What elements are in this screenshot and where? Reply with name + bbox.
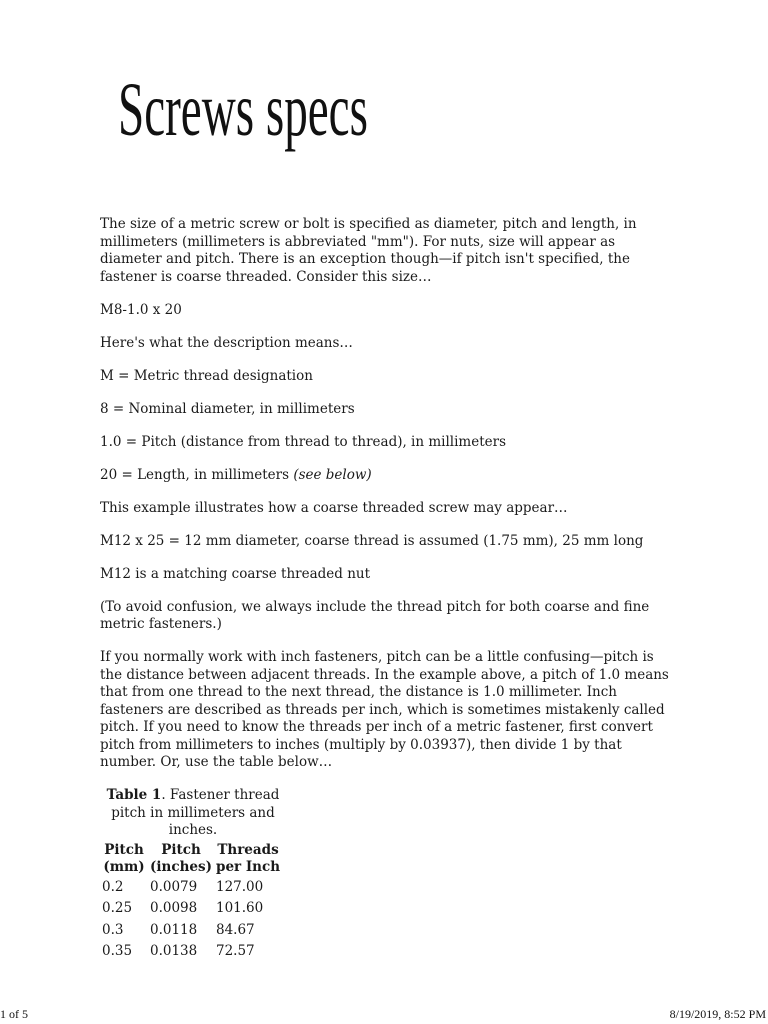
table-cell: 84.67 — [216, 921, 255, 938]
table-caption — [100, 787, 286, 840]
m12-example: M12 x 25 = 12 mm diameter, coarse thread is assumed (1.75 mm), 25 mm long — [100, 532, 644, 549]
diameter-definition: 8 = Nominal diameter, in millimeters — [100, 400, 355, 417]
table-cell: 0.25 — [102, 900, 133, 916]
table-cell: 0.0118 — [150, 921, 198, 938]
table-row — [100, 877, 282, 899]
table-cell: 127.00 — [216, 878, 264, 895]
pitch-table-container — [100, 787, 290, 963]
table-row — [100, 920, 282, 942]
table-row — [100, 941, 282, 963]
inch-fasteners-paragraph: If you normally work with inch fasteners, pitch can be a little confusing—pitch is the distance between adjacent threads. In the example above, a pitch of 1.0 means that from one thread to the next thread, the distance is 1.0 millimeter. Inch fasteners are described as threads per inch, which is sometimes mistakenly called pitch. If you need to know the threads per inch of a metric fastener, first convert pitch from millimeters to inches (multiply by 0.03937), then divide 1 by that number. Or, use the table below… — [100, 649, 669, 770]
means-paragraph: Here's what the description means… — [100, 334, 353, 351]
avoid-confusion-paragraph: (To avoid confusion, we always include the thread pitch for both coarse and fine metric fasteners.) — [100, 598, 650, 632]
print-timestamp: 8/19/2019, 8:52 PM — [669, 1007, 766, 1021]
header-threads-per-inch: Threads per Inch — [216, 841, 281, 875]
table-cell: 101.60 — [216, 900, 264, 916]
table-cell: 0.35 — [102, 943, 133, 959]
header-pitch-mm: Pitch (mm) — [103, 841, 145, 875]
page-number: 1 of 5 — [0, 1007, 28, 1021]
table-cell: 0.0079 — [150, 878, 198, 895]
document-body — [100, 216, 672, 963]
length-text: 20 = Length, in millimeters — [100, 466, 294, 483]
table-row — [100, 898, 282, 920]
header-pitch-inches: Pitch (inches) — [150, 841, 212, 875]
table-cell: 0.3 — [102, 921, 124, 938]
coarse-intro-paragraph: This example illustrates how a coarse threaded screw may appear… — [100, 499, 568, 516]
table-caption-text: . Fastener thread pitch in millimeters and inches. — [111, 787, 280, 838]
table-cell: 0.2 — [102, 878, 124, 895]
table-cell: 0.0138 — [150, 943, 198, 959]
table-cell: 72.57 — [216, 943, 255, 959]
example-size: M8-1.0 x 20 — [100, 301, 182, 318]
page-title: Screws specs — [118, 68, 368, 152]
see-below-note: (see below) — [293, 466, 372, 483]
table-header-row — [100, 842, 282, 877]
intro-paragraph: The size of a metric screw or bolt is specified as diameter, pitch and length, in millimeters (millimeters is abbreviated "mm"). For nuts, size will appear as diameter and pitch. There is an exception though—if pitch isn't specified, the fastener is coarse threaded. Consider this size… — [100, 216, 637, 285]
length-definition — [100, 467, 672, 485]
table-caption-label: Table 1 — [106, 787, 162, 803]
nut-example: M12 is a matching coarse threaded nut — [100, 565, 371, 582]
pitch-table — [100, 842, 282, 963]
pitch-definition: 1.0 = Pitch (distance from thread to thread), in millimeters — [100, 433, 507, 450]
table-cell: 0.0098 — [150, 900, 198, 916]
m-definition: M = Metric thread designation — [100, 367, 313, 384]
